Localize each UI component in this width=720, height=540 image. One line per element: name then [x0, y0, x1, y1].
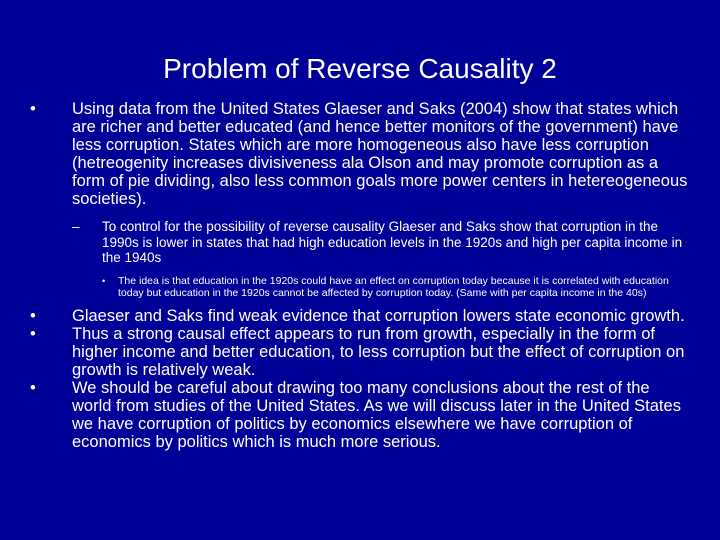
bullet-marker: • [30, 378, 36, 397]
bullet-item-4 [30, 379, 690, 451]
slide-title: Problem of Reverse Causality 2 [163, 53, 557, 84]
dash-marker: – [72, 219, 80, 234]
bullet-marker-small: • [102, 275, 106, 286]
sub-sub-bullet-item [102, 275, 690, 300]
bullet-item-2 [30, 307, 690, 325]
bullet-list [30, 100, 690, 451]
bullet-item-3 [30, 325, 690, 379]
sub-bullet-item [72, 219, 690, 266]
bullet-item-1 [30, 100, 690, 208]
sub-sub-bullet-text: The idea is that education in the 1920s could have an effect on corruption today because it is correlated with education today but education in the 1920s cannot be affected by corruption today. (Same with per capita income in the 40s) [118, 274, 669, 299]
bullet-marker: • [30, 100, 36, 118]
bullet-text: Glaeser and Saks find weak evidence that corruption lowers state economic growth. [72, 306, 685, 325]
bullet-marker: • [30, 324, 36, 343]
bullet-text: We should be careful about drawing too many conclusions about the rest of the world from studies of the United States. As we will discuss later in the United States we have corruption of politics by economics elsewhere we have corruption of economics by politics which is much more serious. [72, 378, 681, 451]
bullet-text: Thus a strong causal effect appears to run from growth, especially in the form of higher income and better education, to less corruption but the effect of corruption on growth is relatively weak. [72, 324, 685, 379]
bullet-text: Using data from the United States Glaeser and Saks (2004) show that states which are richer and better educated (and hence better monitors of the government) have less corruption. States which are more homogeneous also have less corruption (hetreogenity increases divisiveness ala Olson and may promote corruption as a form of pie dividing, also less common goals more power centers in hetereogeneous societies). [72, 100, 688, 208]
bullet-marker: • [30, 306, 36, 325]
sub-bullet-text: To control for the possibility of reverse causality Glaeser and Saks show that corruption in the 1990s is lower in states that had high education levels in the 1920s and high per capita income in the 1940s [102, 219, 683, 265]
